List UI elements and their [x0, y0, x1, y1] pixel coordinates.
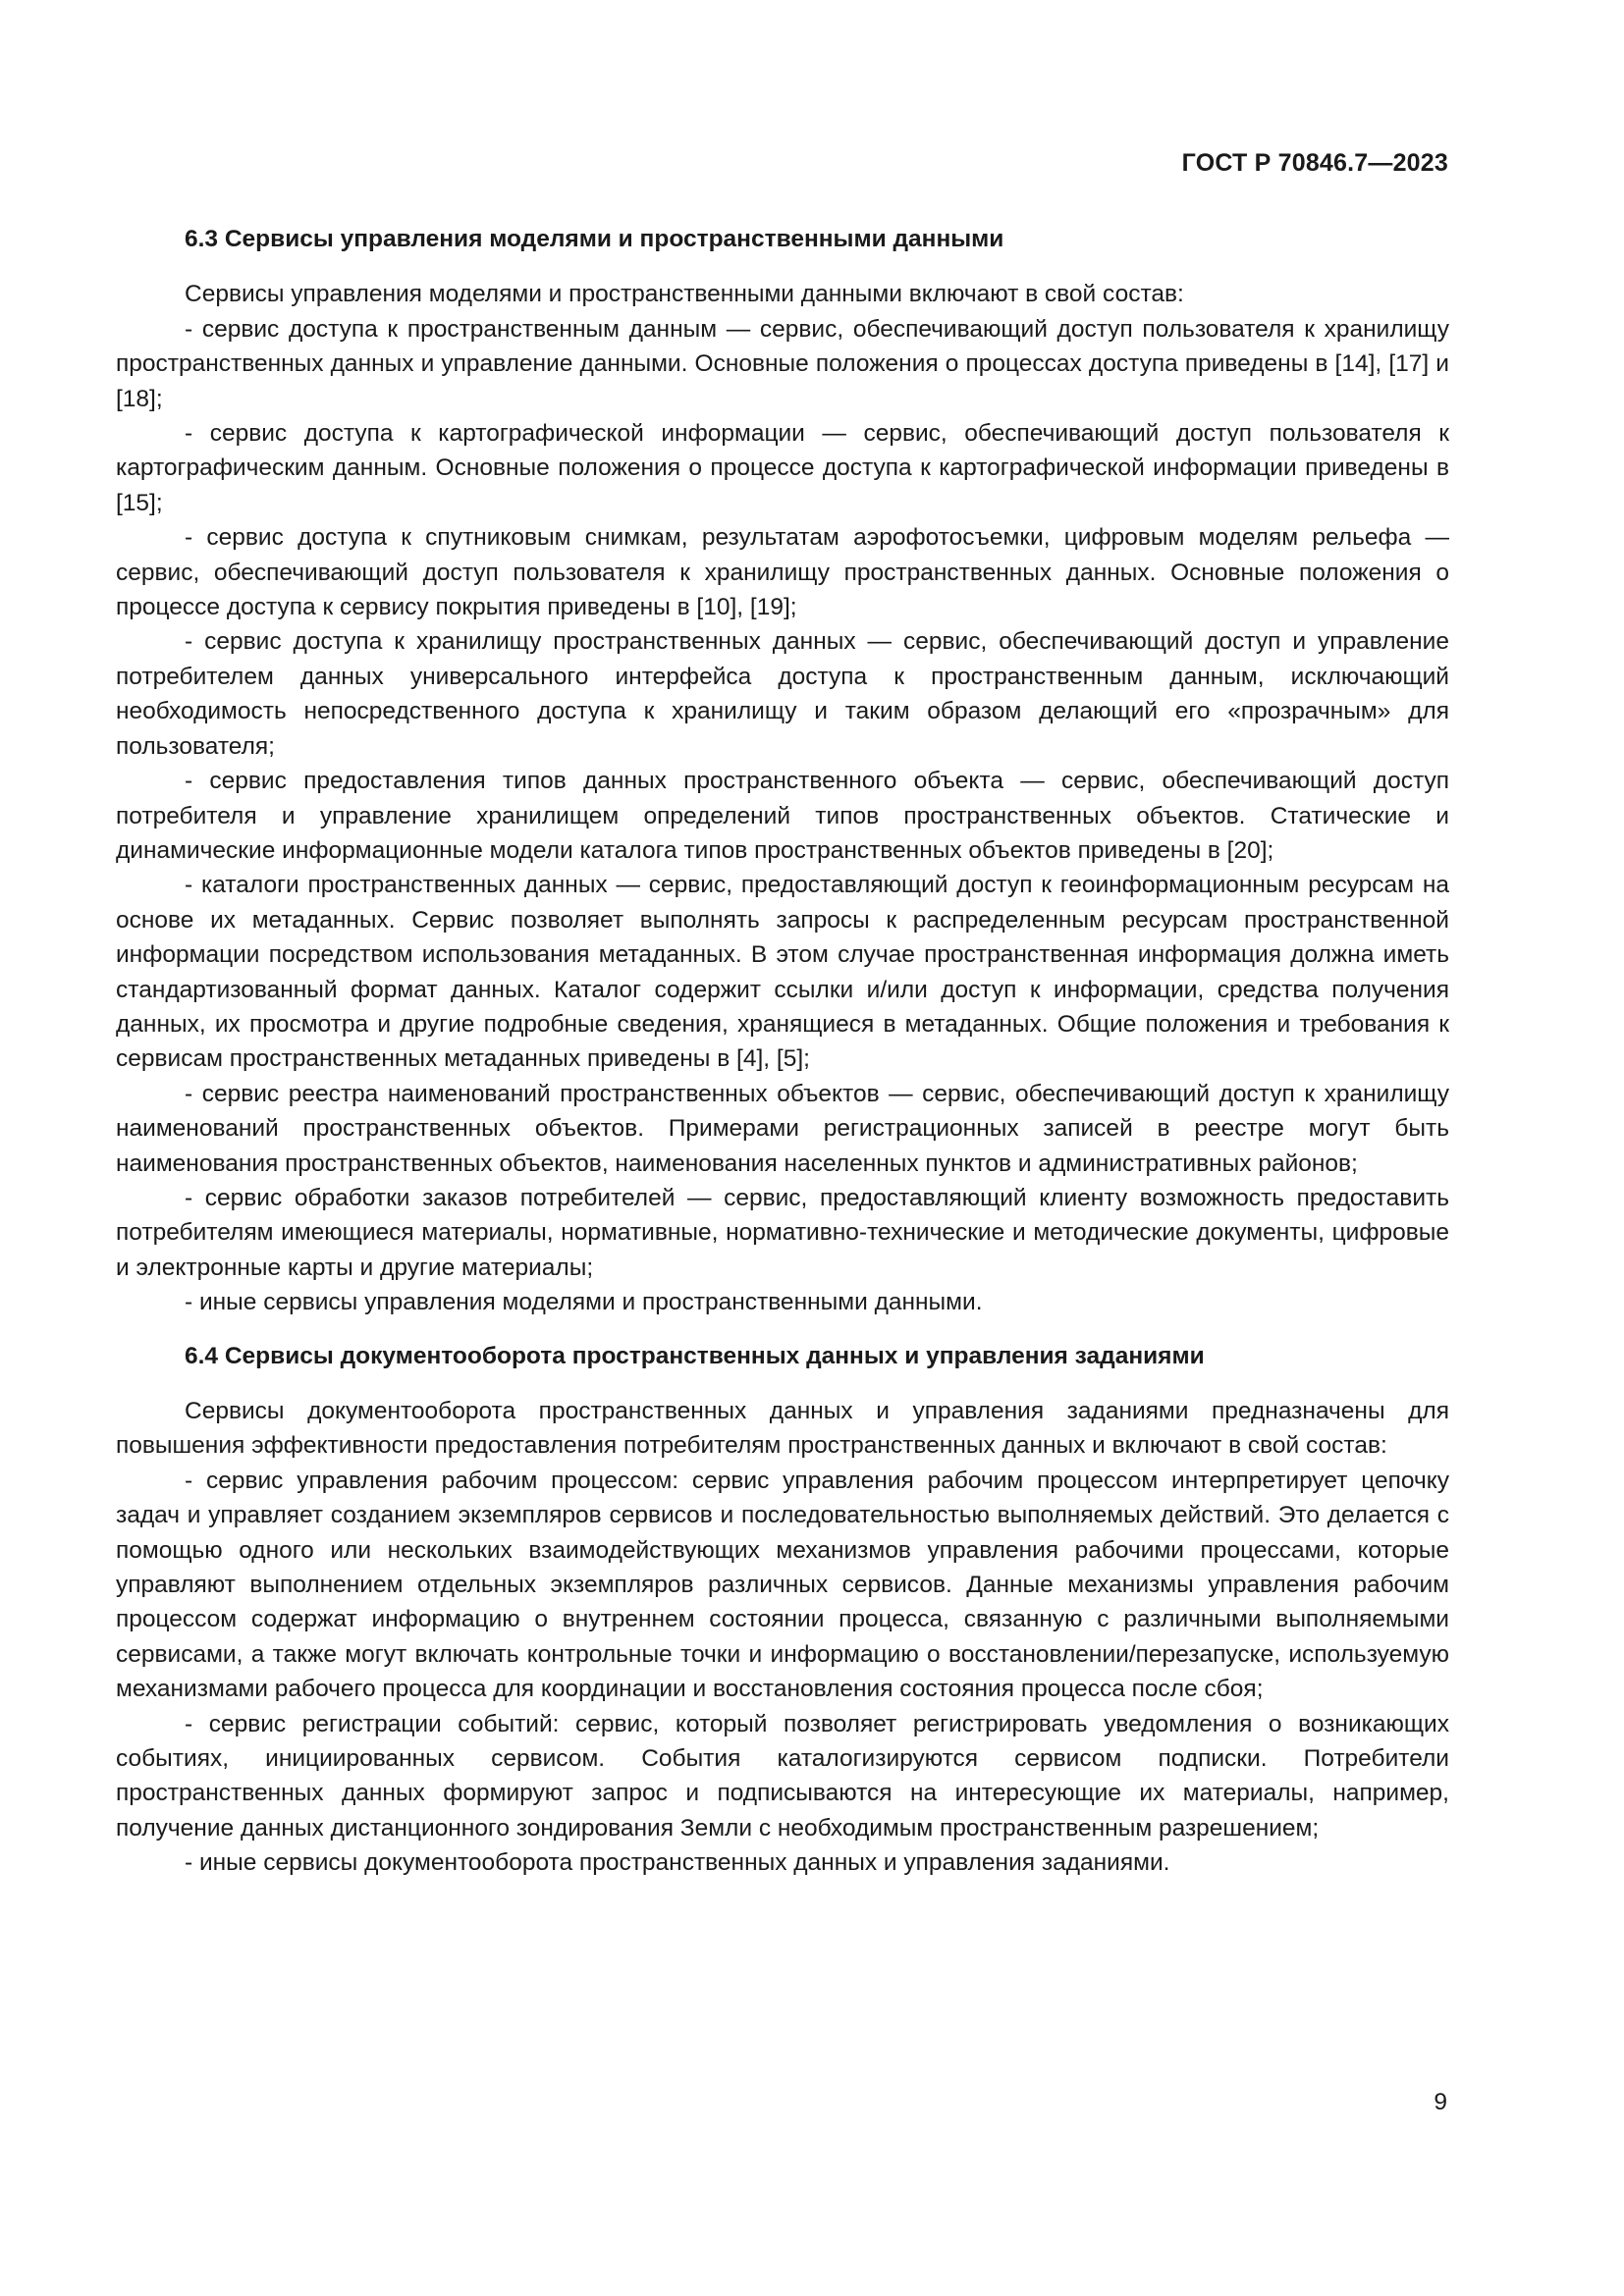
section-heading: 6.3 Сервисы управления моделями и пространственными данными — [185, 226, 1004, 252]
section-6-4 — [116, 1339, 1449, 1881]
paragraph: - сервис обработки заказов потребителей — сервис, предоставляющий клиенту возможность предоставить потребителям имеющиеся материалы, нормативные, нормативно-технические и методические документы, цифровые и электронные карты и другие материалы; — [116, 1184, 1449, 1281]
paragraph: - сервис доступа к хранилищу пространственных данных — сервис, обеспечивающий доступ и управление потребителем данных универсального интерфейса доступа к пространственным данным, исключающий необходимость непосредственного доступа к хранилищу и таким образом делающий его «прозрачным» для пользователя; — [116, 628, 1449, 760]
paragraph: - сервис регистрации событий: сервис, который позволяет регистрировать уведомления о возникающих событиях, инициированных сервисом. События каталогизируются сервисом подписки. Потребители пространственных данных формируют запрос и подписываются на интересующие их материалы, например, получение данных дистанционного зондирования Земли с необходимым пространственным разрешением; — [116, 1710, 1449, 1842]
section-heading: 6.4 Сервисы документооборота пространственных данных и управления заданиями — [185, 1342, 1205, 1369]
page-number: 9 — [1434, 2089, 1447, 2115]
page-content — [116, 222, 1449, 1881]
document-code: ГОСТ Р 70846.7—2023 — [1181, 149, 1448, 177]
paragraph: - иные сервисы управления моделями и пространственными данными. — [185, 1289, 983, 1316]
paragraph: - сервис управления рабочим процессом: сервис управления рабочим процессом интерпретирует цепочку задач и управляет созданием экземпляров сервисов и последовательностью выполняемых действий. Это делается с помощью одного или нескольких взаимодействующих механизмов управления рабочими процессами, которые управляют выполнением отдельных экземпляров различных сервисов. Данные механизмы управления рабочим процессом содержат информацию о внутреннем состоянии процесса, связанную с различными выполняемыми сервисами, а также могут включать контрольные точки и информацию о восстановлении/перезапуске, используемую механизмами рабочего процесса для координации и восстановления состояния процесса после сбоя; — [116, 1467, 1449, 1703]
paragraph: - сервис доступа к картографической информации — сервис, обеспечивающий доступ пользователя к картографическим данным. Основные положения о процессе доступа к картографической информации приведены в [15]; — [116, 420, 1449, 516]
paragraph: - сервис реестра наименований пространственных объектов — сервис, обеспечивающий доступ к хранилищу наименований пространственных объектов. Примерами регистрационных записей в реестре могут быть наименования пространственных объектов, наименования населенных пунктов и административных районов; — [116, 1080, 1449, 1177]
paragraph: - сервис доступа к спутниковым снимкам, результатам аэрофотосъемки, цифровым моделям рельефа — сервис, обеспечивающий доступ пользователя к хранилищу пространственных данных. Основные положения о процессе доступа к сервису покрытия приведены в [10], [19]; — [116, 524, 1449, 621]
paragraph: - каталоги пространственных данных — сервис, предоставляющий доступ к геоинформационным ресурсам на основе их метаданных. Сервис позволяет выполнять запросы к распределенным ресурсам пространственной информации посредством использования метаданных. В этом случае пространственная информация должна иметь стандартизованный формат данных. Каталог содержит ссылки и/или доступ к информации, средства получения данных, их просмотра и другие подробные сведения, хранящиеся в метаданных. Общие положения и требования к сервисам пространственных метаданных приведены в [4], [5]; — [116, 872, 1449, 1073]
paragraph: - иные сервисы документооборота пространственных данных и управления заданиями. — [185, 1849, 1170, 1877]
paragraph: Сервисы документооборота пространственных данных и управления заданиями предназначены для повышения эффективности предоставления потребителям пространственных данных и включают в свой состав: — [116, 1398, 1449, 1460]
paragraph: - сервис доступа к пространственным данным — сервис, обеспечивающий доступ пользователя к хранилищу пространственных данных и управление данными. Основные положения о процессах доступа приведены в [14], [17] и [18]; — [116, 315, 1449, 412]
paragraph: Сервисы управления моделями и пространственными данными включают в свой состав: — [185, 281, 1184, 308]
section-6-3 — [116, 222, 1449, 1320]
paragraph: - сервис предоставления типов данных пространственного объекта — сервис, обеспечивающий доступ потребителя и управление хранилищем определений типов пространственных объектов. Статические и динамические информационные модели каталога типов пространственных объектов приведены в [20]; — [116, 768, 1449, 864]
